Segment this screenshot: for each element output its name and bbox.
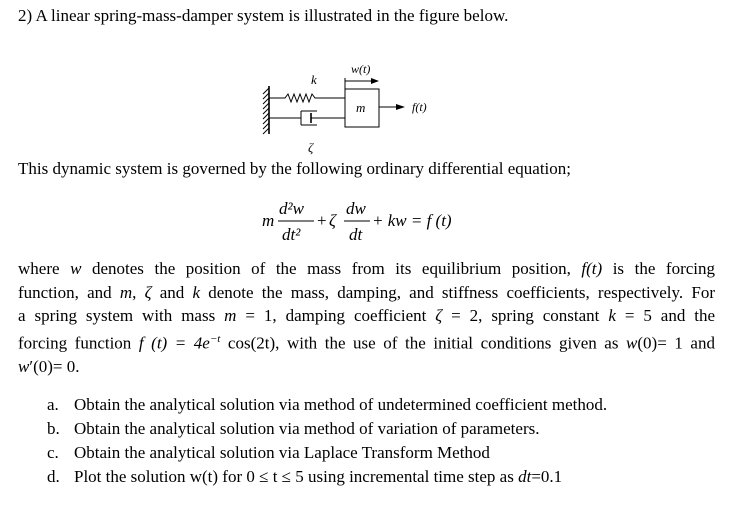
para-line-4: forcing function f $(t) = 4e^{-t}$ cos(2t), with the use of the initial conditions given as w(0)= 1 and xyxy=(18,332,715,353)
para-line-2: function, and m, ζ and k denote the mass, damping, and stiffness coefficients, respectively. For xyxy=(18,282,716,302)
task-item: d. Plot the solution w(t) for 0 ≤ t ≤ 5 using incremental time step as dt=0.1 xyxy=(47,467,563,486)
ode-equation xyxy=(262,196,502,248)
para-line-1: where w denotes the position of the mass from its equilibrium position, f(t) is the forcing xyxy=(18,259,716,278)
question-title: 2) A linear spring-mass-damper system is illustrated in the figure below. xyxy=(18,6,509,25)
eq-plus: + xyxy=(317,211,327,230)
eq-zeta: ζ xyxy=(329,211,336,230)
mass-label: m xyxy=(356,100,366,115)
task-item: b. Obtain the analytical solution via method of variation of parameters. xyxy=(47,419,540,438)
task-list xyxy=(47,393,607,489)
spring-label: k xyxy=(311,72,317,87)
task-item: c. Obtain the analytical solution via Laplace Transform Method xyxy=(47,443,490,462)
eq-dt2: dt² xyxy=(282,225,301,244)
wall-hatch xyxy=(263,88,269,134)
eq-m: m xyxy=(262,211,275,230)
force-arrowhead xyxy=(396,104,405,110)
eq-d2w: d²w xyxy=(279,199,304,218)
problem-paragraph xyxy=(18,257,715,379)
displacement-arrowhead xyxy=(371,78,379,84)
eq-dt: dt xyxy=(349,225,363,244)
spring xyxy=(269,94,345,102)
eq-dw: dw xyxy=(346,199,366,218)
displacement-label: w(t) xyxy=(351,62,371,76)
task-item: a. Obtain the analytical solution via method of undetermined coefficient method. xyxy=(47,395,608,414)
eq-rest: + kw = f (t) xyxy=(372,211,452,230)
force-label: f(t) xyxy=(412,100,427,114)
para-line-3: a spring system with mass m = 1, damping coefficient ζ = 2, spring constant k = 5 and the xyxy=(18,306,716,326)
damper-label: ζ xyxy=(308,140,314,155)
para-line-5: w′(0)= 0. xyxy=(18,357,80,377)
spring-mass-damper-figure xyxy=(255,58,455,170)
intro-text: This dynamic system is governed by the following ordinary differential equation; xyxy=(18,159,572,178)
